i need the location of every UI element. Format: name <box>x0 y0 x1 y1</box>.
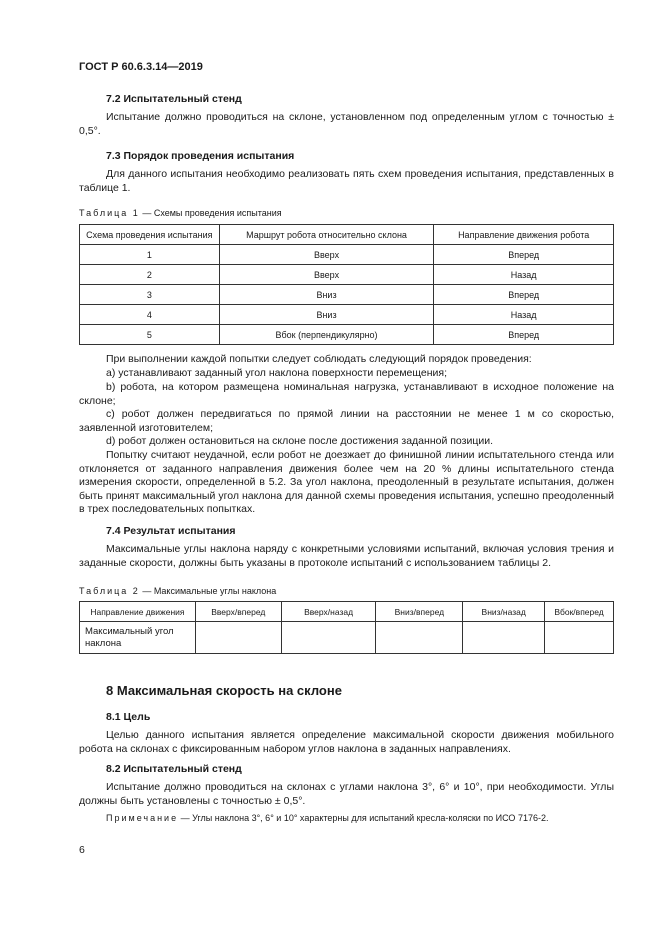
document-header: ГОСТ Р 60.6.3.14—2019 <box>79 61 203 73</box>
note-text: — Углы наклона 3°, 6° и 10° характерны для испытаний кресла-коляски по ИСО 7176-2. <box>180 813 549 823</box>
section-8-2-title: 8.2 Испытательный стенд <box>106 763 242 775</box>
table-2-title: — Максимальные углы наклона <box>142 586 277 596</box>
section-7-3-text: Для данного испытания необходимо реализовать пять схем проведения испытания, представленных в таблице 1. <box>79 168 614 194</box>
section-7-2-text: Испытание должно проводиться на склоне, установленном под определенным углом с точностью ± 0,5°. <box>79 111 614 137</box>
table-2-header: Вверх/вперед <box>195 602 281 622</box>
table-2-header: Вверх/назад <box>281 602 376 622</box>
table-cell <box>376 622 463 654</box>
table-cell: Назад <box>434 305 614 325</box>
table-cell: 2 <box>80 265 220 285</box>
note-label: Примечание <box>106 813 179 823</box>
procedure-step-d: d) робот должен остановиться на склоне после достижения заданной позиции. <box>106 435 493 447</box>
procedure-step-c: c) робот должен передвигаться по прямой линии на расстоянии не менее 1 м со скоростью, заявленной изготовителем; <box>79 408 614 434</box>
table-cell: Вверх <box>219 265 434 285</box>
table-cell: Вперед <box>434 325 614 345</box>
table-1-caption <box>79 208 282 218</box>
table-2-header: Вниз/назад <box>463 602 545 622</box>
page-number: 6 <box>79 844 85 856</box>
table-2-row-label: Максимальный угол наклона <box>80 622 196 654</box>
procedure-step-b: b) робота, на котором размещена номинальная нагрузка, устанавливают в исходное положение на склоне; <box>79 381 614 407</box>
table-row <box>80 325 614 345</box>
table-1-label: Таблица 1 <box>79 208 140 218</box>
table-2-header: Вниз/вперед <box>376 602 463 622</box>
table-2-label: Таблица 2 <box>79 586 140 596</box>
table-cell <box>545 622 614 654</box>
section-7-2-title: 7.2 Испытательный стенд <box>106 93 242 105</box>
table-row <box>80 305 614 325</box>
table-cell <box>463 622 545 654</box>
table-row <box>80 245 614 265</box>
note <box>106 813 616 823</box>
table-2-caption <box>79 586 276 596</box>
table-2 <box>79 601 614 654</box>
table-cell: Вперед <box>434 245 614 265</box>
table-1-header: Маршрут робота относительно склона <box>219 225 434 245</box>
section-8-1-title: 8.1 Цель <box>106 711 151 723</box>
table-1-header: Схема проведения испытания <box>80 225 220 245</box>
table-2-header: Направление движения <box>80 602 196 622</box>
section-8-title: 8 Максимальная скорость на склоне <box>106 683 342 698</box>
table-cell: Вниз <box>219 305 434 325</box>
section-8-2-text: Испытание должно проводиться на склонах с углами наклона 3°, 6° и 10°, при необходимости. Углы должны быть установлены с точностью ± 0,5°. <box>79 781 614 807</box>
table-2-header: Вбок/вперед <box>545 602 614 622</box>
table-row <box>80 285 614 305</box>
procedure-failure-rule: Попытку считают неудачной, если робот не доезжает до финишной линии испытательного стенда или отклоняется от заданного направления движения более чем на 20 % длины испытательного стенда измерения скорости, определенной в 5.2. За угол наклона, преодоленный в результате испытания, должен быть принят максимальный угол наклона для данной схемы проведения испытания, успешно преодоленный в трех последовательных попытках. <box>79 449 614 515</box>
table-cell: Вниз <box>219 285 434 305</box>
table-cell: 3 <box>80 285 220 305</box>
table-cell: 1 <box>80 245 220 265</box>
table-cell <box>195 622 281 654</box>
table-1-header: Направление движения робота <box>434 225 614 245</box>
table-cell: Вверх <box>219 245 434 265</box>
procedure-step-a: a) устанавливают заданный угол наклона поверхности перемещения; <box>106 367 448 379</box>
section-7-3-title: 7.3 Порядок проведения испытания <box>106 150 295 162</box>
table-1 <box>79 224 614 345</box>
section-7-4-text: Максимальные углы наклона наряду с конкретными условиями испытаний, включая условия трения и заданные скорости, должны быть указаны в протоколе испытаний с использованием таблицы 2. <box>79 543 614 569</box>
table-cell: Назад <box>434 265 614 285</box>
section-8-1-text: Целью данного испытания является определение максимальной скорости движения мобильного робота на склонах с фиксированным набором углов наклона в заданных направлениях. <box>79 729 614 755</box>
table-cell: Вперед <box>434 285 614 305</box>
table-cell <box>281 622 376 654</box>
table-1-title: — Схемы проведения испытания <box>142 208 282 218</box>
table-cell: Вбок (перпендикулярно) <box>219 325 434 345</box>
table-cell: 4 <box>80 305 220 325</box>
table-row <box>80 265 614 285</box>
table-cell: 5 <box>80 325 220 345</box>
table-row <box>80 622 614 654</box>
section-7-4-title: 7.4 Результат испытания <box>106 525 236 537</box>
procedure-intro: При выполнении каждой попытки следует соблюдать следующий порядок проведения: <box>106 353 532 365</box>
